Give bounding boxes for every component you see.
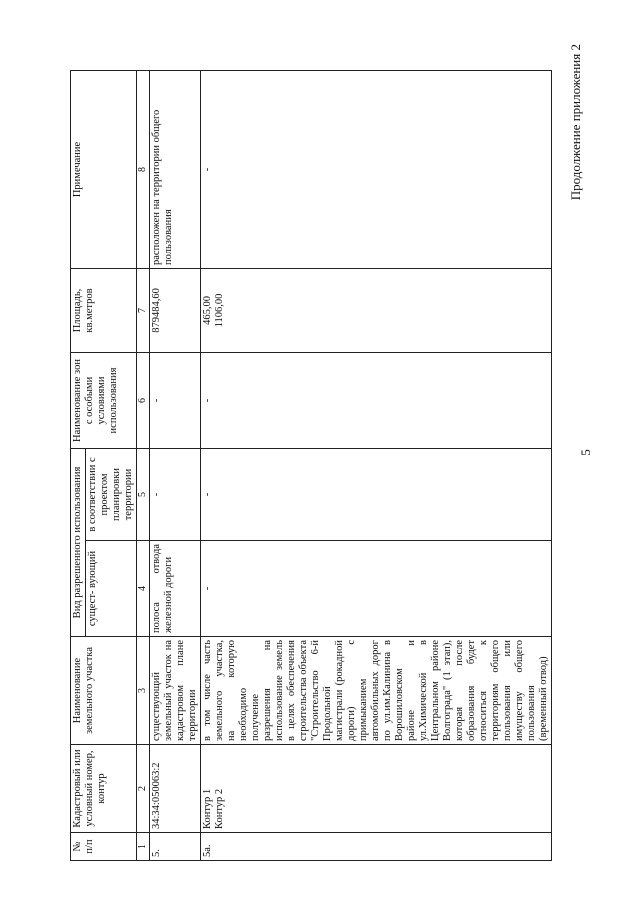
header-permitted-use: Вид разрешенного использования [71, 448, 86, 636]
land-plot-table [70, 70, 552, 861]
header-area: Площадь, кв.метров [71, 268, 137, 352]
row-name: в том числе часть земельного участка, на которую необходимо получение разрешения на использование земель в целях обеспечения строительства объекта "Строительство 6-й Продольной магистрали (рокадной дороги) с примыканием автомобильных дорог по ул.им.Калинина в Ворошиловском районе и ул.Химической в Центральном районе Волгограда" (1 этап), которая после образования будет относиться к территориям общего пользования или имуществу общего пользования (временный отвод) [201, 637, 552, 745]
row-note: - [201, 70, 552, 268]
row-note: расположен на территории общего пользования [150, 70, 201, 268]
contour-2-label: Контур 2 [214, 788, 225, 829]
row-no: 5а. [201, 833, 552, 861]
table-row [201, 70, 552, 860]
header-per-project: в соответствии с проектом планировки территории [86, 448, 137, 540]
row-existing: - [201, 541, 552, 637]
header-zones: Наименование зон с особыми условиями использования [71, 352, 137, 448]
column-number: 7 [137, 268, 150, 352]
row-cadastral [201, 745, 552, 833]
table-row [150, 70, 201, 860]
row-name: существующий земельный участок на кадастровом плане территории [150, 637, 201, 745]
header-existing: сущест- вующий [86, 541, 137, 637]
header-cadastral: Кадастровый или условный номер, контур [71, 745, 137, 833]
column-number: 2 [137, 745, 150, 833]
column-number: 3 [137, 637, 150, 745]
row-existing: полоса отвода железной дороги [150, 541, 201, 637]
row-area [201, 268, 552, 352]
column-number: 8 [137, 70, 150, 268]
header-note: Примечание [71, 70, 137, 268]
column-number: 1 [137, 833, 150, 861]
column-number-row [137, 70, 150, 860]
row-per-project: - [150, 448, 201, 540]
row-zones: - [201, 352, 552, 448]
row-cadastral: 34:34:050063:2 [150, 745, 201, 833]
row-zones: - [150, 352, 201, 448]
page-number: 5 [578, 449, 593, 456]
row-area: 879484,60 [150, 268, 201, 352]
row-per-project: - [201, 448, 552, 540]
contour-1-area: 465,00 [202, 296, 213, 325]
header-no: № п/п [71, 833, 137, 861]
continuation-caption: Продолжение приложения 2 [568, 44, 583, 201]
contour-1-label: Контур 1 [202, 788, 213, 829]
row-no: 5. [150, 833, 201, 861]
column-number: 5 [137, 448, 150, 540]
contour-2-area: 1106,00 [214, 293, 225, 328]
column-number: 4 [137, 541, 150, 637]
column-number: 6 [137, 352, 150, 448]
header-name: Наименование земельного участка [71, 637, 137, 745]
